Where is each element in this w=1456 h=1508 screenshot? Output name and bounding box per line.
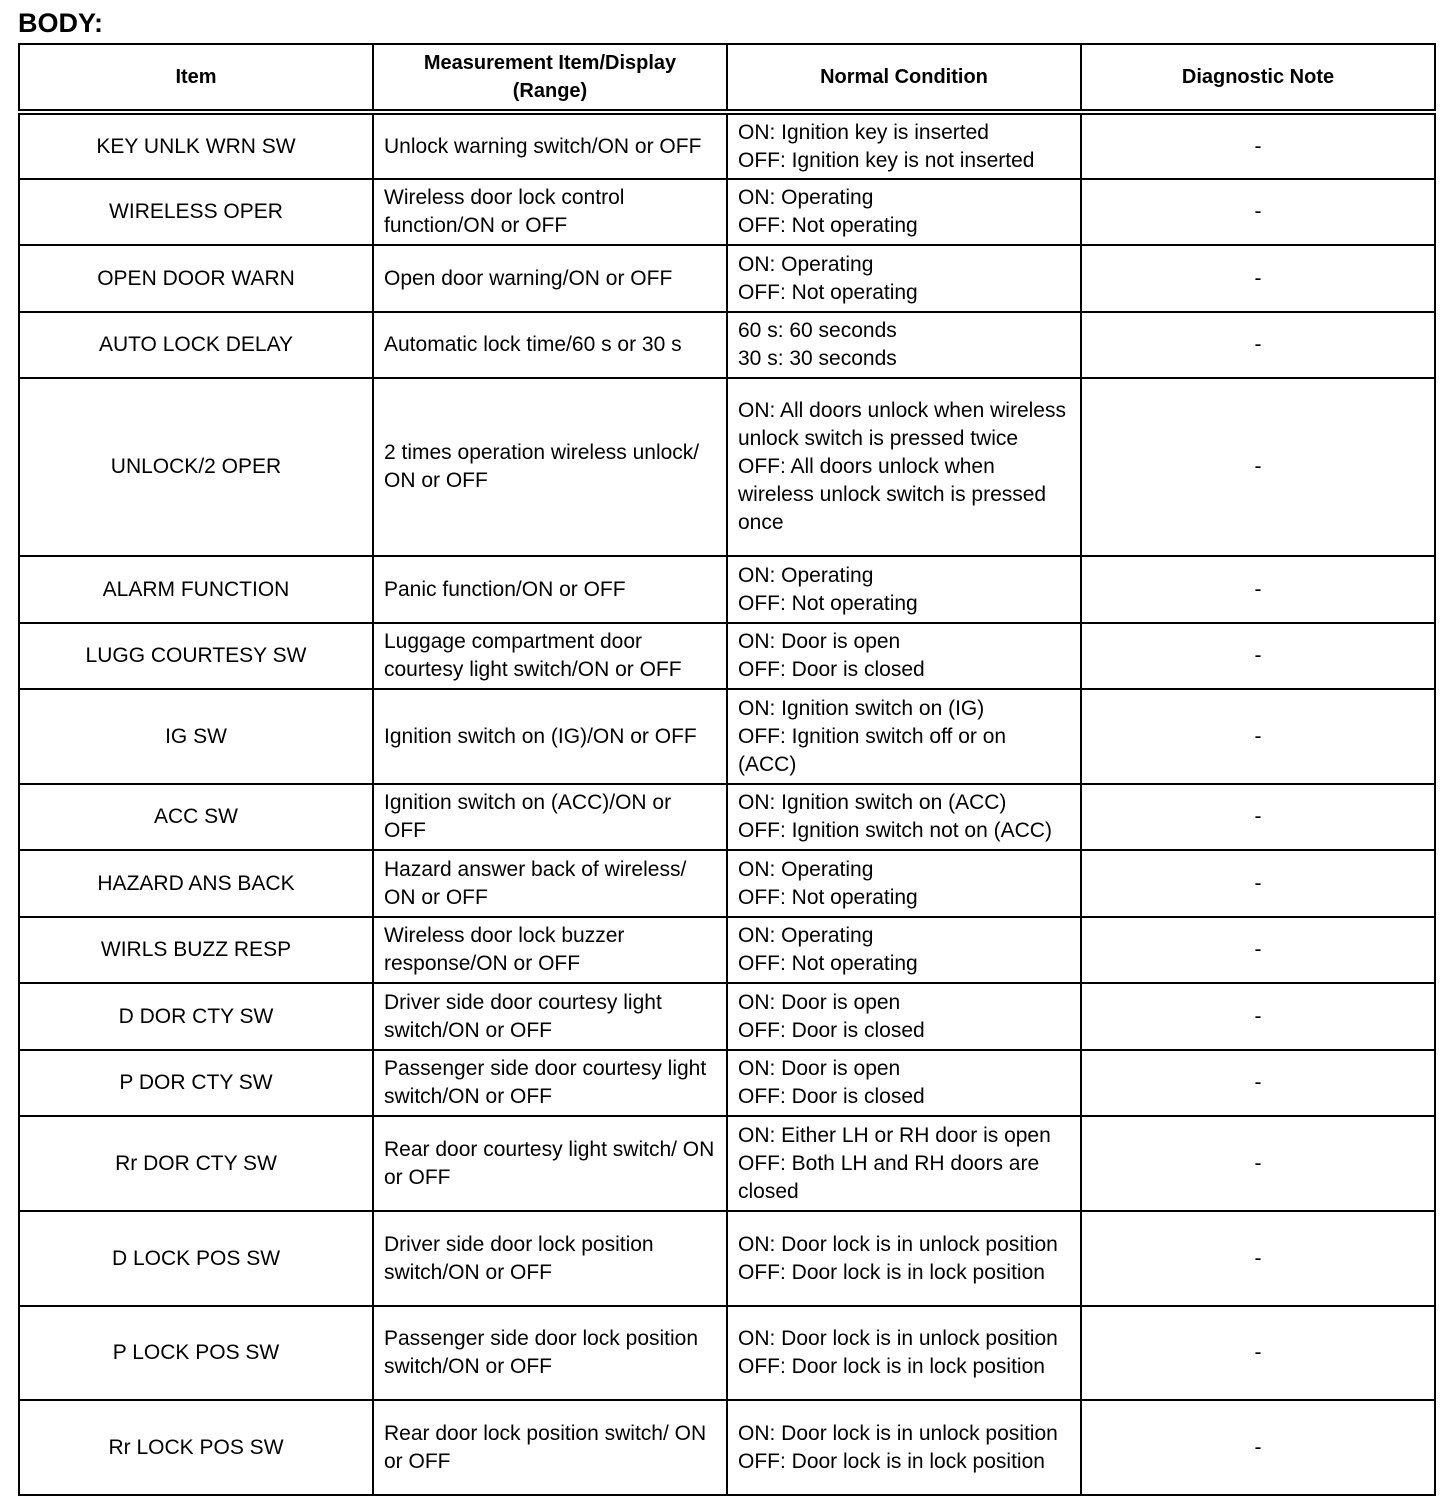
condition-line: OFF: Door lock is in lock position: [738, 1449, 1045, 1473]
cell-item: OPEN DOOR WARN: [19, 245, 373, 312]
cell-diagnostic-note: -: [1081, 623, 1435, 689]
cell-measurement: Panic function/ON or OFF: [373, 556, 727, 623]
cell-measurement: Wireless door lock buzzer response/ON or OFF: [373, 917, 727, 983]
cell-measurement: Ignition switch on (IG)/ON or OFF: [373, 689, 727, 784]
condition-line: OFF: Ignition switch not on (ACC): [738, 819, 1052, 842]
cell-diagnostic-note: -: [1081, 1050, 1435, 1116]
cell-item: IG SW: [19, 689, 373, 784]
table-row: [19, 1116, 1435, 1211]
cell-normal-condition: [727, 1116, 1081, 1211]
cell-diagnostic-note: -: [1081, 689, 1435, 784]
cell-normal-condition: [727, 917, 1081, 983]
cell-measurement: Hazard answer back of wireless/ ON or OFF: [373, 850, 727, 917]
cell-normal-condition: [727, 1400, 1081, 1495]
cell-normal-condition: [727, 983, 1081, 1050]
cell-measurement: Rear door lock position switch/ ON or OFF: [373, 1400, 727, 1495]
cell-measurement: Rear door courtesy light switch/ ON or OFF: [373, 1116, 727, 1211]
cell-item: KEY UNLK WRN SW: [19, 112, 373, 179]
condition-line: ON: Door lock is in unlock position: [738, 1421, 1058, 1445]
table-row: [19, 850, 1435, 917]
cell-item: LUGG COURTESY SW: [19, 623, 373, 689]
table-row: [19, 245, 1435, 312]
header-item: Item: [19, 44, 373, 112]
cell-measurement: Driver side door lock position switch/ON or OFF: [373, 1211, 727, 1306]
condition-line: OFF: Both LH and RH doors are closed: [738, 1151, 1040, 1203]
cell-measurement: Passenger side door courtesy light switch/ON or OFF: [373, 1050, 727, 1116]
body-data-table: [18, 43, 1436, 1496]
cell-normal-condition: [727, 689, 1081, 784]
condition-line: ON: Either LH or RH door is open: [738, 1123, 1051, 1147]
table-row: [19, 112, 1435, 179]
cell-normal-condition: [727, 556, 1081, 623]
table-row: [19, 784, 1435, 850]
cell-item: AUTO LOCK DELAY: [19, 312, 373, 378]
cell-normal-condition: [727, 378, 1081, 556]
cell-diagnostic-note: -: [1081, 1116, 1435, 1211]
table-header: [19, 44, 1435, 112]
cell-diagnostic-note: -: [1081, 1211, 1435, 1306]
cell-normal-condition: [727, 245, 1081, 312]
cell-measurement: Open door warning/ON or OFF: [373, 245, 727, 312]
cell-diagnostic-note: -: [1081, 378, 1435, 556]
cell-normal-condition: [727, 179, 1081, 245]
cell-item: Rr LOCK POS SW: [19, 1400, 373, 1495]
condition-line: ON: Door lock is in unlock position: [738, 1232, 1058, 1256]
cell-item: D DOR CTY SW: [19, 983, 373, 1050]
cell-item: D LOCK POS SW: [19, 1211, 373, 1306]
cell-diagnostic-note: -: [1081, 850, 1435, 917]
condition-line: OFF: Door is closed: [738, 658, 925, 681]
condition-line: 30 s: 30 seconds: [738, 347, 897, 370]
table-row: [19, 556, 1435, 623]
cell-item: WIRELESS OPER: [19, 179, 373, 245]
condition-line: ON: Door is open: [738, 1057, 901, 1080]
cell-measurement: Wireless door lock control function/ON or OFF: [373, 179, 727, 245]
condition-line: ON: Operating: [738, 563, 874, 587]
cell-diagnostic-note: -: [1081, 556, 1435, 623]
table-row: [19, 179, 1435, 245]
cell-diagnostic-note: -: [1081, 917, 1435, 983]
cell-normal-condition: [727, 112, 1081, 179]
condition-line: ON: Door is open: [738, 630, 901, 653]
cell-diagnostic-note: -: [1081, 312, 1435, 378]
condition-line: ON: Ignition key is inserted: [738, 120, 989, 144]
table-row: [19, 1400, 1435, 1495]
condition-line: ON: Operating: [738, 857, 874, 881]
condition-line: ON: Operating: [738, 186, 874, 209]
cell-diagnostic-note: -: [1081, 1400, 1435, 1495]
table-row: [19, 1211, 1435, 1306]
condition-line: OFF: Ignition switch off or on (ACC): [738, 724, 1007, 776]
condition-line: OFF: Door lock is in lock position: [738, 1260, 1045, 1284]
cell-item: P LOCK POS SW: [19, 1306, 373, 1400]
cell-normal-condition: [727, 623, 1081, 689]
condition-line: ON: All doors unlock when wireless unlock switch is pressed twice: [738, 399, 1066, 450]
table-row: [19, 917, 1435, 983]
cell-diagnostic-note: -: [1081, 1306, 1435, 1400]
cell-normal-condition: [727, 1211, 1081, 1306]
condition-line: ON: Operating: [738, 252, 874, 276]
table-row: [19, 689, 1435, 784]
condition-line: OFF: Not operating: [738, 591, 918, 615]
cell-item: HAZARD ANS BACK: [19, 850, 373, 917]
cell-measurement: Ignition switch on (ACC)/ON or OFF: [373, 784, 727, 850]
condition-line: ON: Ignition switch on (ACC): [738, 791, 1007, 814]
condition-line: ON: Door lock is in unlock position: [738, 1327, 1058, 1350]
cell-item: ACC SW: [19, 784, 373, 850]
header-row: [19, 44, 1435, 112]
cell-normal-condition: [727, 784, 1081, 850]
condition-line: OFF: Door is closed: [738, 1018, 925, 1042]
condition-line: OFF: All doors unlock when wireless unlock switch is pressed once: [738, 455, 1047, 534]
cell-item: P DOR CTY SW: [19, 1050, 373, 1116]
cell-normal-condition: [727, 1050, 1081, 1116]
cell-item: WIRLS BUZZ RESP: [19, 917, 373, 983]
condition-line: ON: Ignition switch on (IG): [738, 696, 985, 720]
header-measurement: Measurement Item/Display (Range): [373, 44, 727, 112]
cell-measurement: Automatic lock time/60 s or 30 s: [373, 312, 727, 378]
table-row: [19, 1050, 1435, 1116]
cell-normal-condition: [727, 1306, 1081, 1400]
condition-line: OFF: Not operating: [738, 214, 918, 237]
table-row: [19, 983, 1435, 1050]
table-row: [19, 623, 1435, 689]
table-row: [19, 312, 1435, 378]
condition-line: OFF: Door lock is in lock position: [738, 1355, 1045, 1378]
cell-measurement: Passenger side door lock position switch/ON or OFF: [373, 1306, 727, 1400]
cell-diagnostic-note: -: [1081, 179, 1435, 245]
header-diagnostic-note: Diagnostic Note: [1081, 44, 1435, 112]
cell-normal-condition: [727, 850, 1081, 917]
condition-line: OFF: Not operating: [738, 885, 918, 909]
cell-diagnostic-note: -: [1081, 784, 1435, 850]
cell-item: Rr DOR CTY SW: [19, 1116, 373, 1211]
condition-line: OFF: Door is closed: [738, 1085, 925, 1108]
condition-line: OFF: Not operating: [738, 952, 918, 975]
condition-line: OFF: Not operating: [738, 280, 918, 304]
condition-line: ON: Door is open: [738, 990, 901, 1014]
cell-normal-condition: [727, 312, 1081, 378]
section-title: BODY:: [18, 8, 103, 38]
cell-measurement: 2 times operation wireless unlock/ ON or OFF: [373, 378, 727, 556]
cell-diagnostic-note: -: [1081, 983, 1435, 1050]
table-body: [19, 112, 1435, 1495]
header-normal-condition: Normal Condition: [727, 44, 1081, 112]
cell-item: UNLOCK/2 OPER: [19, 378, 373, 556]
cell-measurement: Unlock warning switch/ON or OFF: [373, 112, 727, 179]
condition-line: OFF: Ignition key is not inserted: [738, 148, 1035, 172]
cell-measurement: Luggage compartment door courtesy light switch/ON or OFF: [373, 623, 727, 689]
table-row: [19, 1306, 1435, 1400]
table-row: [19, 378, 1435, 556]
condition-line: ON: Operating: [738, 924, 874, 947]
cell-item: ALARM FUNCTION: [19, 556, 373, 623]
condition-line: 60 s: 60 seconds: [738, 319, 897, 342]
cell-measurement: Driver side door courtesy light switch/ON or OFF: [373, 983, 727, 1050]
cell-diagnostic-note: -: [1081, 112, 1435, 179]
cell-diagnostic-note: -: [1081, 245, 1435, 312]
